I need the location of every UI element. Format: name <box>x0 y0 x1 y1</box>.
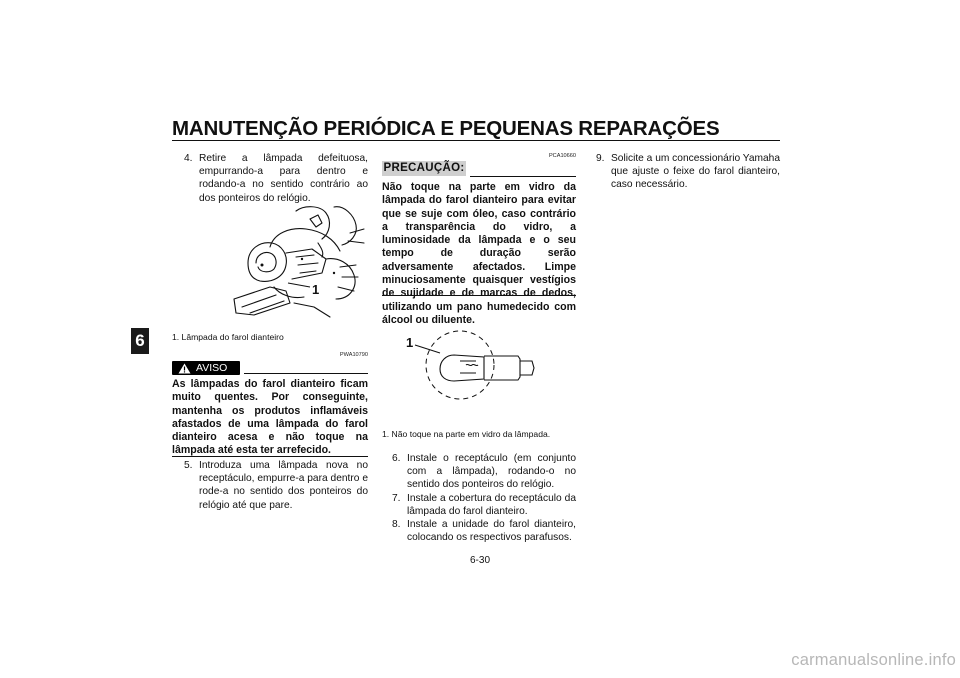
figure-caption: 1. Não toque na parte em vidro da lâmpada. <box>382 429 551 439</box>
caution-code: PCA10660 <box>548 153 576 159</box>
bulb-glass <box>440 355 484 381</box>
watermark: carmanualsonline.info <box>791 651 956 669</box>
step-7 <box>392 492 576 518</box>
step-number: 5. <box>184 460 193 471</box>
warning-code: PWA10790 <box>339 352 368 358</box>
step-text: Instale a unidade do farol dianteiro, colocando os respectivos parafusos. <box>407 519 576 544</box>
bulb-base <box>484 356 520 380</box>
step-number: 7. <box>392 492 401 504</box>
step-6 <box>392 452 576 492</box>
warning-triangle-icon <box>178 363 191 374</box>
warning-badge <box>172 361 240 375</box>
step-text: Solicite a um concessionário Yamaha que ajuste o feixe do farol dianteiro, caso necessário. <box>611 153 780 191</box>
page-number: 6-30 <box>469 555 490 566</box>
figure-caption: 1. Lâmpada do farol dianteiro <box>172 332 284 342</box>
warning-rule-top <box>244 373 368 374</box>
step-number: 4. <box>184 153 193 164</box>
step-text: Instale a cobertura do receptáculo da lâmpada do farol dianteiro. <box>407 492 576 517</box>
caution-rule-bottom <box>382 295 576 296</box>
chapter-tab: 6 <box>131 328 149 354</box>
callout-number: 1 <box>406 335 414 350</box>
page-title: MANUTENÇÃO PERIÓDICA E PEQUENAS REPARAÇÕES <box>172 117 720 140</box>
bulb-illustration <box>400 323 550 403</box>
step-text: Retire a lâmpada defeituosa, empurrando-a para dentro e rodando-a no sentido contrário ao dos ponteiros do relógio. <box>199 153 368 204</box>
caution-text: Não toque na parte em vidro da lâmpada do farol dianteiro para evitar que se suje com óleo, caso contrário a transparência do vidro, a luminosidade da lâmpada e o seu tempo de duração serão adversamente afectados. Limpe minuciosamente quaisquer vestígios de sujidade e de marcas de dedos, utilizando um pano humedecido com álcool ou diluente. <box>382 181 576 326</box>
warning-badge-label: AVISO <box>196 362 228 374</box>
warning-rule-bottom <box>172 456 368 457</box>
headlight-bulb-illustration <box>230 203 370 325</box>
step-9 <box>596 152 780 192</box>
callout-number: 1 <box>312 282 320 297</box>
caution-badge: PRECAUÇÃO: <box>383 162 465 174</box>
warning-text: As lâmpadas do farol dianteiro ficam muito quentes. Por conseguinte, mantenha os produtos inflamáveis afastados de uma lâmpada do farol dianteiro acesa e não toque na lâmpada até esta ter arrefecido. <box>172 378 368 457</box>
step-number: 6. <box>392 453 401 464</box>
step-number: 9. <box>596 153 605 164</box>
callout-leader <box>288 283 310 287</box>
step-text: Instale o receptáculo (em conjunto com a lâmpada), rodando-o no sentido dos ponteiros do relógio. <box>407 453 576 491</box>
step-5 <box>184 459 368 512</box>
title-rule <box>172 140 780 141</box>
caution-rule-top <box>470 176 576 177</box>
callout-leader <box>415 345 440 353</box>
step-number: 8. <box>392 519 401 531</box>
step-8 <box>392 518 576 544</box>
steps-list <box>392 452 576 544</box>
step-text: Introduza uma lâmpada nova no receptáculo, empurre-a para dentro e rode-a no sentido dos ponteiros do relógio até que pare. <box>199 460 368 511</box>
step-4 <box>184 152 368 205</box>
